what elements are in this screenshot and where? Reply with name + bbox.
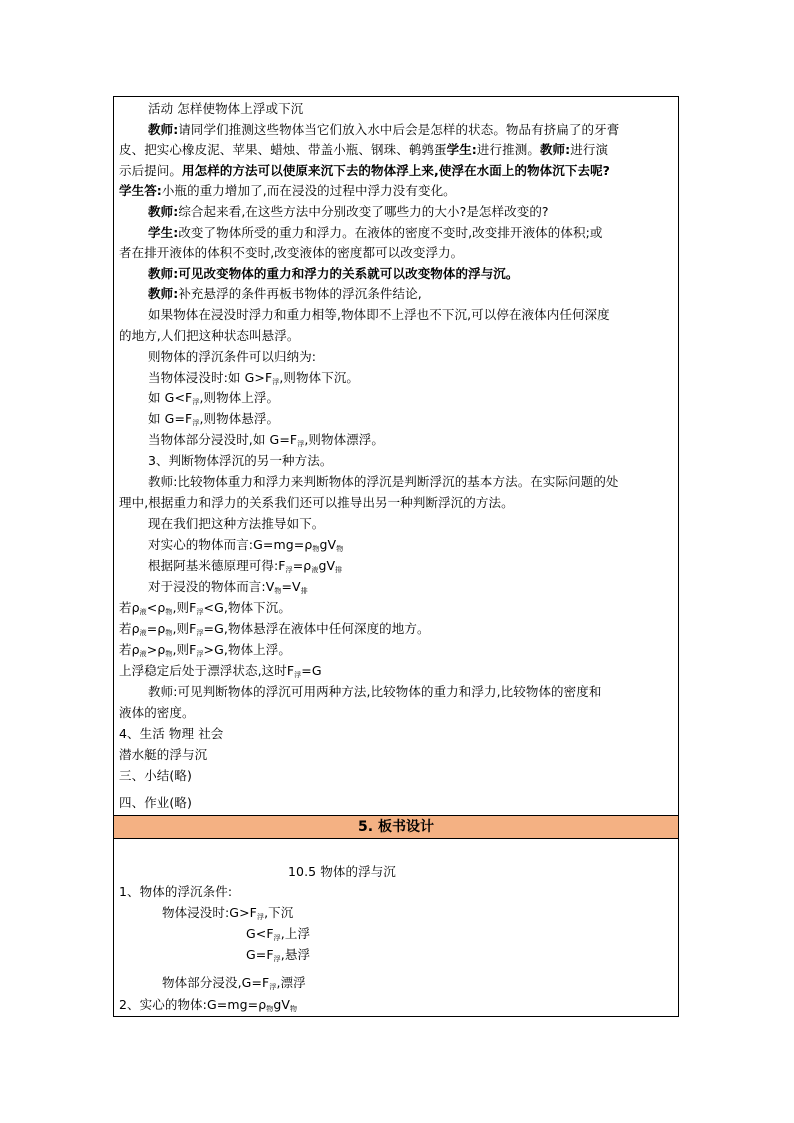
board-line: 1、物体的浮沉条件: bbox=[119, 884, 233, 899]
formula-line: 若$\rho_液=\rho_物$,则$F_浮=G$,物体悬浮在液体中任何深度的地方。 bbox=[119, 621, 430, 637]
board-line: $G=F_浮$,悬浮 bbox=[246, 947, 311, 963]
section-title: 5. 板书设计 bbox=[358, 819, 434, 835]
text-line: 示后提问。用怎样的方法可以使原来沉下去的物体浮上来,使浮在水面上的物体沉下去呢? bbox=[119, 163, 611, 178]
formula-line: 根据阿基米德原理可得$:F_浮=\rho_液gV_排$ bbox=[148, 558, 343, 574]
text-line: 的地方,人们把这种状态叫悬浮。 bbox=[119, 328, 300, 343]
board-line: 物体部分浸没$,G=F_浮$,漂浮 bbox=[162, 975, 306, 991]
text-line: 3、判断物体浮沉的另一种方法。 bbox=[148, 453, 333, 468]
text-line: 当物体部分浸没时,如 $G=F_浮$,则物体漂浮。 bbox=[148, 432, 384, 448]
text-line: 教师:比较物体重力和浮力来判断物体的浮沉是判断浮沉的基本方法。在实际问题的处 bbox=[148, 474, 619, 489]
board-title: 10.5 物体的浮与沉 bbox=[288, 864, 396, 879]
lesson-plan-table bbox=[113, 96, 679, 1017]
text-line: 学生答:小瓶的重力增加了,而在浸没的过程中浮力没有变化。 bbox=[119, 183, 456, 198]
text-line: 如 $G=F_浮$,则物体悬浮。 bbox=[148, 411, 280, 427]
formula-line: 对于浸没的物体而言$:V_物=V_排$ bbox=[148, 579, 308, 595]
text-line: 教师:可见改变物体的重力和浮力的关系就可以改变物体的浮与沉。 bbox=[148, 266, 519, 281]
formula-line: 若$\rho_液<\rho_物$,则$F_浮<G$,物体下沉。 bbox=[119, 600, 291, 616]
text-line: 教师:可见判断物体的浮沉可用两种方法,比较物体的重力和浮力,比较物体的密度和 bbox=[148, 684, 602, 699]
text-line: 潜水艇的浮与沉 bbox=[119, 747, 208, 762]
text-line: 现在我们把这种方法推导如下。 bbox=[148, 516, 325, 531]
text-line: 如 $G<F_浮$,则物体上浮。 bbox=[148, 390, 280, 406]
text-line: 教师:请同学们推测这些物体当它们放入水中后会是怎样的状态。物品有挤扁了的牙膏 bbox=[148, 122, 620, 137]
text-line: 学生:改变了物体所受的重力和浮力。在液体的密度不变时,改变排开液体的体积;或 bbox=[148, 225, 603, 240]
text-line: 液体的密度。 bbox=[119, 705, 195, 720]
section-header-band bbox=[114, 815, 678, 839]
text-line: 如果物体在浸没时浮力和重力相等,物体即不上浮也不下沉,可以停在液体内任何深度 bbox=[148, 307, 610, 322]
text-line: 四、作业(略) bbox=[119, 795, 192, 810]
text-line: 者在排开液体的体积不变时,改变液体的密度都可以改变浮力。 bbox=[119, 245, 464, 260]
teaching-process-section bbox=[114, 97, 678, 815]
board-line: 物体浸没时$:G>F_浮$,下沉 bbox=[162, 905, 294, 921]
formula-line: 上浮稳定后处于漂浮状态,这时$F_浮=G$ bbox=[119, 663, 322, 679]
text-line: 4、生活 物理 社会 bbox=[119, 726, 224, 741]
formula-line: 对实心的物体而言$:G=mg=\rho_物gV_物$ bbox=[148, 537, 344, 553]
text-line: 教师:综合起来看,在这些方法中分别改变了哪些力的大小?是怎样改变的? bbox=[148, 204, 549, 219]
activity-heading: 活动 怎样使物体上浮或下沉 bbox=[148, 101, 304, 116]
board-line: 2、实心的物体$:G=mg=\rho_物gV_物$ bbox=[119, 997, 298, 1013]
board-design-section bbox=[114, 839, 678, 1018]
formula-line: 若$\rho_液>\rho_物$,则$F_浮>G$,物体上浮。 bbox=[119, 642, 291, 658]
text-line: 教师:补充悬浮的条件再板书物体的浮沉条件结论, bbox=[148, 286, 422, 301]
board-line: $G<F_浮$,上浮 bbox=[246, 926, 311, 942]
text-line: 皮、把实心橡皮泥、苹果、蜡烛、带盖小瓶、钢珠、鹌鹑蛋学生:进行推测。教师:进行演 bbox=[119, 142, 609, 157]
text-line: 当物体浸没时:如 $G>F_浮$,则物体下沉。 bbox=[148, 370, 360, 386]
text-line: 理中,根据重力和浮力的关系我们还可以推导出另一种判断浮沉的方法。 bbox=[119, 495, 514, 510]
text-line: 三、小结(略) bbox=[119, 768, 192, 783]
text-line: 则物体的浮沉条件可以归纳为: bbox=[148, 349, 317, 364]
